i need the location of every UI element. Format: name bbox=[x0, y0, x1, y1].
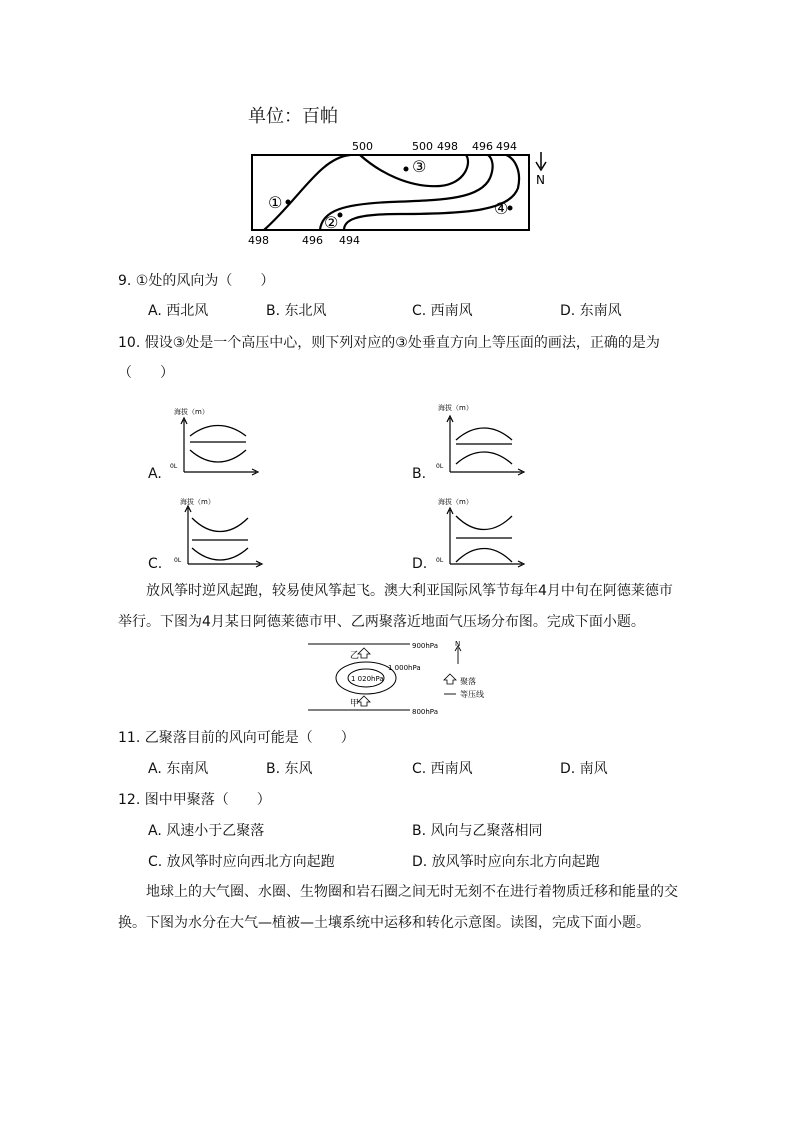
question-12-stem: 12. 图中甲聚落（ ） bbox=[118, 792, 271, 808]
question-9-option-c[interactable]: C. 西南风 bbox=[412, 303, 473, 319]
map1-label-bottom-0: 498 bbox=[248, 234, 269, 247]
question-12-option-d[interactable]: D. 放风筝时应向东北方向起跑 bbox=[412, 854, 600, 870]
map2-top-isobar-label: 900hPa bbox=[412, 642, 438, 650]
settlement-yi-label: 乙 bbox=[350, 651, 360, 661]
map1-unit-label: 单位：百帕 bbox=[248, 106, 338, 127]
graph-a-origin: 0L bbox=[170, 463, 178, 470]
map1-label-bottom-2: 494 bbox=[339, 234, 360, 247]
question-11-option-a[interactable]: A. 东南风 bbox=[148, 761, 209, 777]
isobar-graph-b[interactable] bbox=[434, 398, 534, 478]
settlement-jia-label: 甲 bbox=[350, 699, 360, 709]
isobar-graph-d[interactable] bbox=[434, 492, 534, 570]
legend-settlement: 聚落 bbox=[460, 677, 476, 686]
graph-b-ylabel: 海拔（m） bbox=[438, 404, 473, 412]
map1-point-1: ① bbox=[268, 193, 283, 212]
graph-d-origin: 0L bbox=[436, 557, 444, 564]
isobar-graph-c[interactable] bbox=[168, 494, 268, 570]
question-10-paren: （ ） bbox=[118, 365, 174, 381]
graph-b-origin: 0L bbox=[436, 463, 444, 470]
question-10-stem: 10. 假设③处是一个高压中心，则下列对应的③处垂直方向上等压面的画法，正确的是为 bbox=[118, 335, 660, 351]
isobar-map bbox=[240, 138, 560, 250]
question-9-option-a[interactable]: A. 西北风 bbox=[148, 303, 209, 319]
legend-isobar: 等压线 bbox=[460, 690, 484, 699]
graph-d-ylabel: 海拔（m） bbox=[438, 498, 473, 506]
question-11-option-b[interactable]: B. 东风 bbox=[266, 761, 313, 777]
isobar-graph-a[interactable] bbox=[168, 402, 268, 478]
map1-label-top-2: 498 bbox=[437, 140, 458, 153]
map1-point-3: ③ bbox=[412, 157, 427, 176]
passage-kite: 放风筝时逆风起跑，较易使风筝起飞。澳大利亚国际风筝节每年4月中旬在阿德莱德市举行。下图为4月某日阿德莱德市甲、乙两聚落近地面气压场分布图。完成下面小题。 bbox=[118, 583, 673, 630]
question-11-option-c[interactable]: C. 西南风 bbox=[412, 761, 473, 777]
option-c-letter[interactable]: C. bbox=[148, 556, 163, 572]
question-9-option-b[interactable]: B. 东北风 bbox=[266, 303, 327, 319]
map1-north-label: N bbox=[536, 173, 545, 187]
map2-north-label: N bbox=[455, 640, 461, 648]
graph-c-ylabel: 海拔（m） bbox=[180, 498, 215, 506]
question-12-option-c[interactable]: C. 放风筝时应向西北方向起跑 bbox=[148, 854, 335, 870]
graph-c-origin: 0L bbox=[174, 557, 182, 564]
map1-label-top-0: 500 bbox=[352, 140, 373, 153]
map2-mid-isobar-label: 1 000hPa bbox=[388, 664, 421, 672]
graph-a-ylabel: 海拔（m） bbox=[174, 408, 209, 416]
map2-center-label: 1 020hPa bbox=[351, 675, 384, 683]
settlement-legend-icon bbox=[444, 674, 456, 684]
pressure-field-map bbox=[306, 638, 506, 718]
map1-label-top-3: 496 bbox=[472, 140, 493, 153]
map1-point-4: ④ bbox=[494, 199, 509, 218]
map1-point-2: ② bbox=[324, 213, 339, 232]
question-11-option-d[interactable]: D. 南风 bbox=[560, 761, 608, 777]
map2-bottom-isobar-label: 800hPa bbox=[412, 708, 438, 716]
question-12-option-a[interactable]: A. 风速小于乙聚落 bbox=[148, 823, 265, 839]
question-9-option-d[interactable]: D. 东南风 bbox=[560, 303, 622, 319]
question-9-stem: 9. ①处的风向为（ ） bbox=[118, 273, 275, 289]
passage-water-cycle: 地球上的大气圈、水圈、生物圈和岩石圈之间无时无刻不在进行着物质迁移和能量的交换。下图为水分在大气—植被—土壤系统中运移和转化示意图。读图，完成下面小题。 bbox=[118, 884, 678, 931]
question-11-stem: 11. 乙聚落目前的风向可能是（ ） bbox=[118, 730, 355, 746]
option-d-letter[interactable]: D. bbox=[412, 556, 428, 572]
option-a-letter[interactable]: A. bbox=[148, 466, 162, 482]
map1-label-top-1: 500 bbox=[412, 140, 433, 153]
question-12-option-b[interactable]: B. 风向与乙聚落相同 bbox=[412, 823, 543, 839]
map1-label-top-4: 494 bbox=[496, 140, 517, 153]
option-b-letter[interactable]: B. bbox=[412, 466, 427, 482]
map1-label-bottom-1: 496 bbox=[302, 234, 323, 247]
